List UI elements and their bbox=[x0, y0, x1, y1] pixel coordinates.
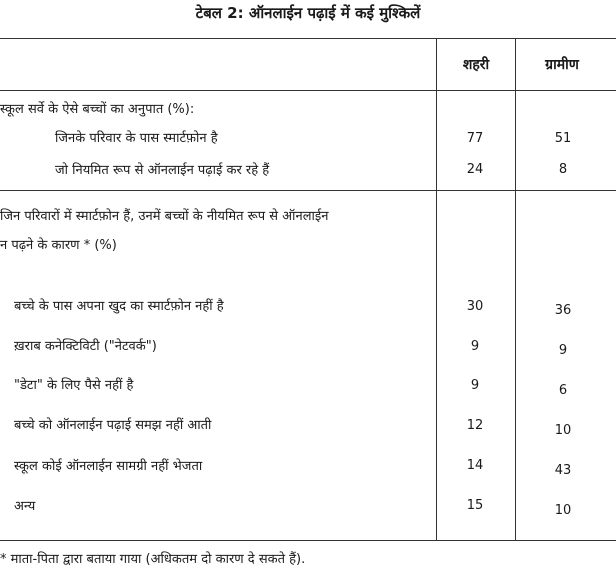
section2-row-rural: 10 bbox=[554, 503, 572, 518]
section2-row-rural: 6 bbox=[558, 383, 568, 398]
section2-row-urban: 9 bbox=[470, 339, 480, 354]
section2-row-rural: 10 bbox=[554, 423, 572, 438]
section2-row-label: अन्य bbox=[14, 499, 36, 514]
section1-row-label: जिनके परिवार के पास स्मार्टफ़ोन है bbox=[55, 131, 218, 146]
section1-row-rural: 51 bbox=[554, 131, 572, 146]
header-bottom-border bbox=[0, 90, 616, 91]
section2-heading-line1: जिन परिवारों में स्मार्टफ़ोन हैं, उनमें बच्चों के नीयमित रूप से ऑनलाईन bbox=[0, 209, 329, 224]
table-bottom-border bbox=[0, 540, 616, 541]
section2-row-label: स्कूल कोई ऑनलाईन सामग्री नहीं भेजता bbox=[14, 459, 203, 474]
section-divider bbox=[0, 190, 616, 191]
footnote: * माता-पिता द्वारा बताया गाया (अधिकतम दो कारण दे सकते हैं). bbox=[0, 552, 306, 567]
section2-row-rural: 43 bbox=[554, 463, 572, 478]
column-divider-urban bbox=[436, 38, 437, 541]
section2-row-urban: 30 bbox=[466, 299, 484, 314]
section1-row-urban: 24 bbox=[466, 162, 484, 177]
header-rural: ग्रामीण bbox=[545, 57, 579, 73]
section2-heading-line2: न पढ़ने के कारण * (%) bbox=[0, 238, 117, 253]
table-title: टेबल 2: ऑनलाईन पढ़ाई में कई मुश्किलें bbox=[195, 4, 421, 22]
section1-heading: स्कूल सर्वे के ऐसे बच्चों का अनुपात (%): bbox=[0, 102, 195, 117]
header-urban: शहरी bbox=[462, 57, 490, 73]
section2-row-rural: 36 bbox=[554, 303, 572, 318]
section2-row-label: बच्चे के पास अपना खुद का स्मार्टफ़ोन नहीं है bbox=[14, 299, 224, 314]
section2-row-urban: 15 bbox=[466, 498, 484, 513]
section1-row-rural: 8 bbox=[558, 162, 568, 177]
section2-row-label: "डेटा" के लिए पैसे नहीं है bbox=[14, 378, 134, 393]
column-divider-rural bbox=[515, 38, 516, 541]
section2-row-urban: 14 bbox=[466, 458, 484, 473]
section1-row-urban: 77 bbox=[466, 131, 484, 146]
section2-row-urban: 12 bbox=[466, 418, 484, 433]
section2-row-urban: 9 bbox=[470, 378, 480, 393]
section2-row-label: बच्चे को ऑनलाईन पढ़ाई समझ नहीं आती bbox=[14, 418, 212, 433]
section2-row-label: ख़राब कनेक्टिविटी ("नेटवर्क") bbox=[14, 339, 157, 354]
section1-row-label: जो नियमित रूप से ऑनलाईन पढ़ाई कर रहे हैं bbox=[55, 163, 270, 178]
section2-row-rural: 9 bbox=[558, 343, 568, 358]
table-top-border bbox=[0, 38, 616, 39]
